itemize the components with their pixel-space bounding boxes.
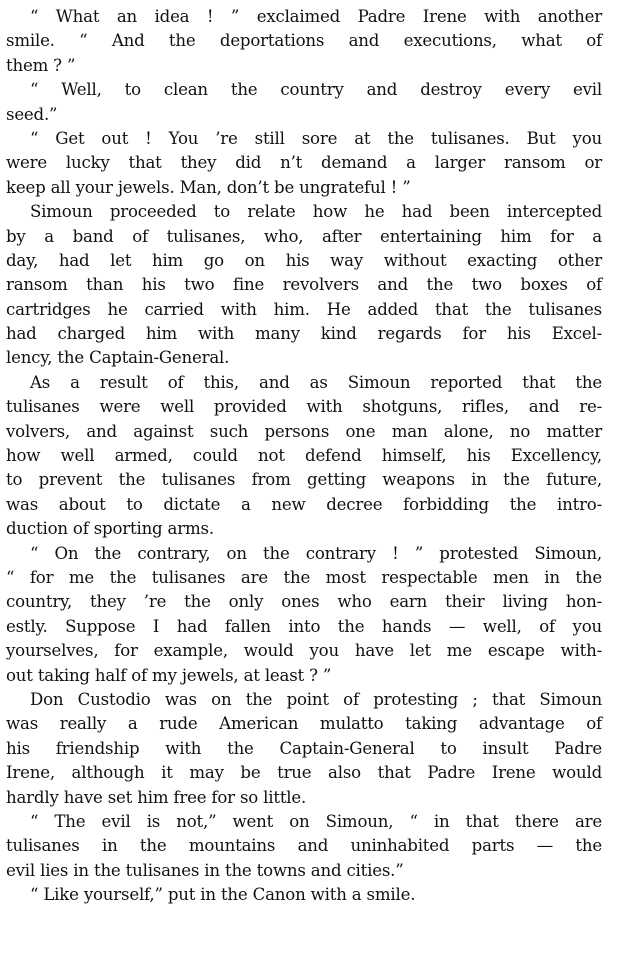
text-line: lency, the Captain-General. xyxy=(6,348,230,368)
paragraph xyxy=(6,810,602,883)
paragraph xyxy=(6,542,602,688)
text-line: by a band of tulisanes, who, after entertaining him for a xyxy=(6,226,602,246)
paragraph xyxy=(6,78,602,127)
paragraph xyxy=(6,371,602,542)
text-line: “ Well, to clean the country and destroy every evil xyxy=(30,80,602,100)
text-line: “ On the contrary, on the contrary ! ” protested Simoun, xyxy=(30,543,602,563)
text-line: Don Custodio was on the point of protesting ; that Simoun xyxy=(30,689,602,709)
text-line: evil lies in the tulisanes in the towns and cities.” xyxy=(6,860,404,880)
text-line: tulisanes were well provided with shotguns, rifles, and re- xyxy=(6,397,602,417)
text-line: yourselves, for example, would you have let me escape with- xyxy=(6,641,602,661)
text-line: “ Like yourself,” put in the Canon with a smile. xyxy=(30,885,416,905)
text-line: volvers, and against such persons one man alone, no matter xyxy=(6,421,602,441)
text-line: duction of sporting arms. xyxy=(6,519,214,539)
text-line: tulisanes in the mountains and uninhabited parts — the xyxy=(6,836,602,856)
text-line: to prevent the tulisanes from getting weapons in the future, xyxy=(6,470,602,490)
text-line: “ Get out ! You ’re still sore at the tulisanes. But you xyxy=(30,128,602,148)
text-line: “ for me the tulisanes are the most respectable men in the xyxy=(6,567,602,587)
text-line: ransom than his two fine revolvers and the two boxes of xyxy=(6,275,602,295)
text-line: Irene, although it may be true also that Padre Irene would xyxy=(6,763,602,783)
text-line: cartridges he carried with him. He added that the tulisanes xyxy=(6,299,602,319)
text-line: country, they ’re the only ones who earn their living hon- xyxy=(6,592,602,612)
paragraph xyxy=(6,200,602,371)
text-line: “ What an idea ! ” exclaimed Padre Irene with another xyxy=(30,7,602,26)
text-line: estly. Suppose I had fallen into the hands — well, of you xyxy=(6,616,602,636)
paragraph xyxy=(6,883,602,907)
text-line: hardly have set him free for so little. xyxy=(6,787,307,807)
text-line: had charged him with many kind regards for his Excel- xyxy=(6,324,602,344)
text-line: “ The evil is not,” went on Simoun, “ in that there are xyxy=(30,811,602,831)
text-line: smile. “ And the deportations and executions, what of xyxy=(6,31,602,51)
text-line: seed.” xyxy=(6,104,58,124)
text-line: his friendship with the Captain-General to insult Padre xyxy=(6,738,602,758)
text-line: Simoun proceeded to relate how he had been intercepted xyxy=(30,202,602,222)
paragraph xyxy=(6,127,602,200)
text-line: day, had let him go on his way without exacting other xyxy=(6,250,602,270)
text-line: them ? ” xyxy=(6,55,76,75)
paragraph xyxy=(6,688,602,810)
text-line: how well armed, could not defend himself, his Excellency, xyxy=(6,446,602,466)
text-line: keep all your jewels. Man, don’t be ungrateful ! ” xyxy=(6,177,411,197)
book-page xyxy=(6,5,602,907)
text-line: were lucky that they did n’t demand a larger ransom or xyxy=(6,153,602,173)
text-line: out taking half of my jewels, at least ? ” xyxy=(6,665,332,685)
text-line: was about to dictate a new decree forbidding the intro- xyxy=(6,494,602,514)
text-line: As a result of this, and as Simoun reported that the xyxy=(30,372,602,392)
text-line: was really a rude American mulatto taking advantage of xyxy=(6,714,602,734)
paragraph xyxy=(6,5,602,78)
